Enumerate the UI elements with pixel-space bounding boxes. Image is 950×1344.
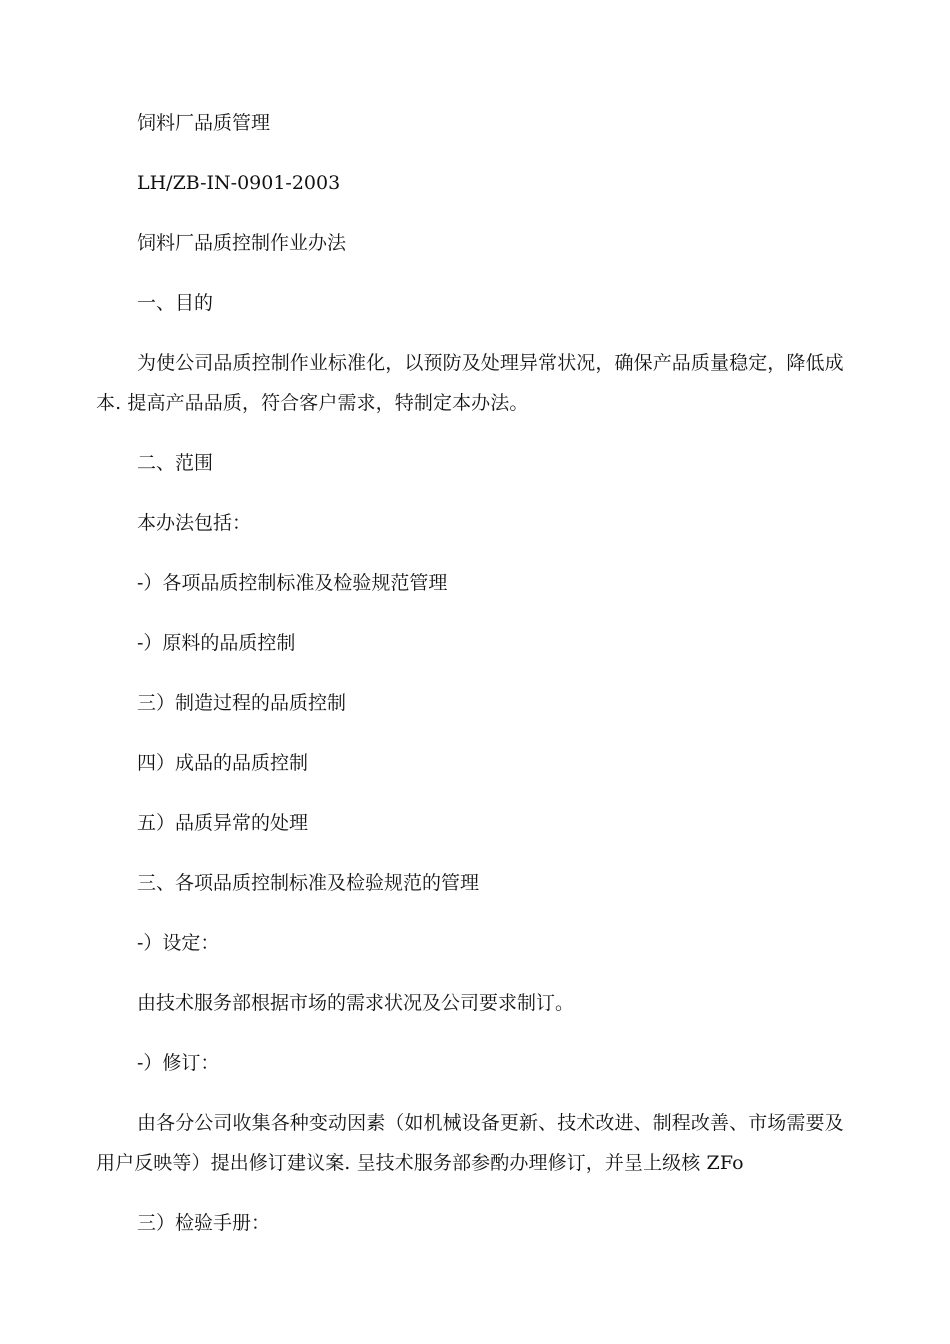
document-title: 饲料厂品质管理 <box>137 112 271 134</box>
purpose-paragraph: 为使公司品质控制作业标准化，以预防及处理异常状况，确保产品质量稳定，降低成本. 提高产品品质，符合客户需求，特制定本办法。 <box>96 352 844 414</box>
standards-item-revision: -）修订： <box>137 1052 220 1074</box>
document-code: LH/ZB-IN-0901-2003 <box>137 172 341 194</box>
section-heading-purpose: 一、目的 <box>137 292 214 314</box>
standards-item-manual: 三）检验手册： <box>137 1212 271 1234</box>
setting-paragraph: 由技术服务部根据市场的需求状况及公司要求制订。 <box>137 992 575 1014</box>
section-heading-standards: 三、各项品质控制标准及检验规范的管理 <box>137 872 480 894</box>
scope-item-4: 四）成品的品质控制 <box>137 752 309 774</box>
revision-paragraph: 由各分公司收集各种变动因素（如机械设备更新、技术改进、制程改善、市场需要及用户反映等）提出修订建议案. 呈技术服务部参酌办理修订，并呈上级核 ZFo <box>96 1112 844 1174</box>
scope-intro: 本办法包括： <box>137 512 252 534</box>
standards-item-setting: -）设定： <box>137 932 220 954</box>
document-subtitle: 饲料厂品质控制作业办法 <box>137 232 347 254</box>
scope-item-5: 五）品质异常的处理 <box>137 812 309 834</box>
scope-item-2: -）原料的品质控制 <box>137 632 296 654</box>
scope-item-3: 三）制造过程的品质控制 <box>137 692 347 714</box>
section-heading-scope: 二、范围 <box>137 452 214 474</box>
scope-item-1: -）各项品质控制标准及检验规范管理 <box>137 572 448 594</box>
